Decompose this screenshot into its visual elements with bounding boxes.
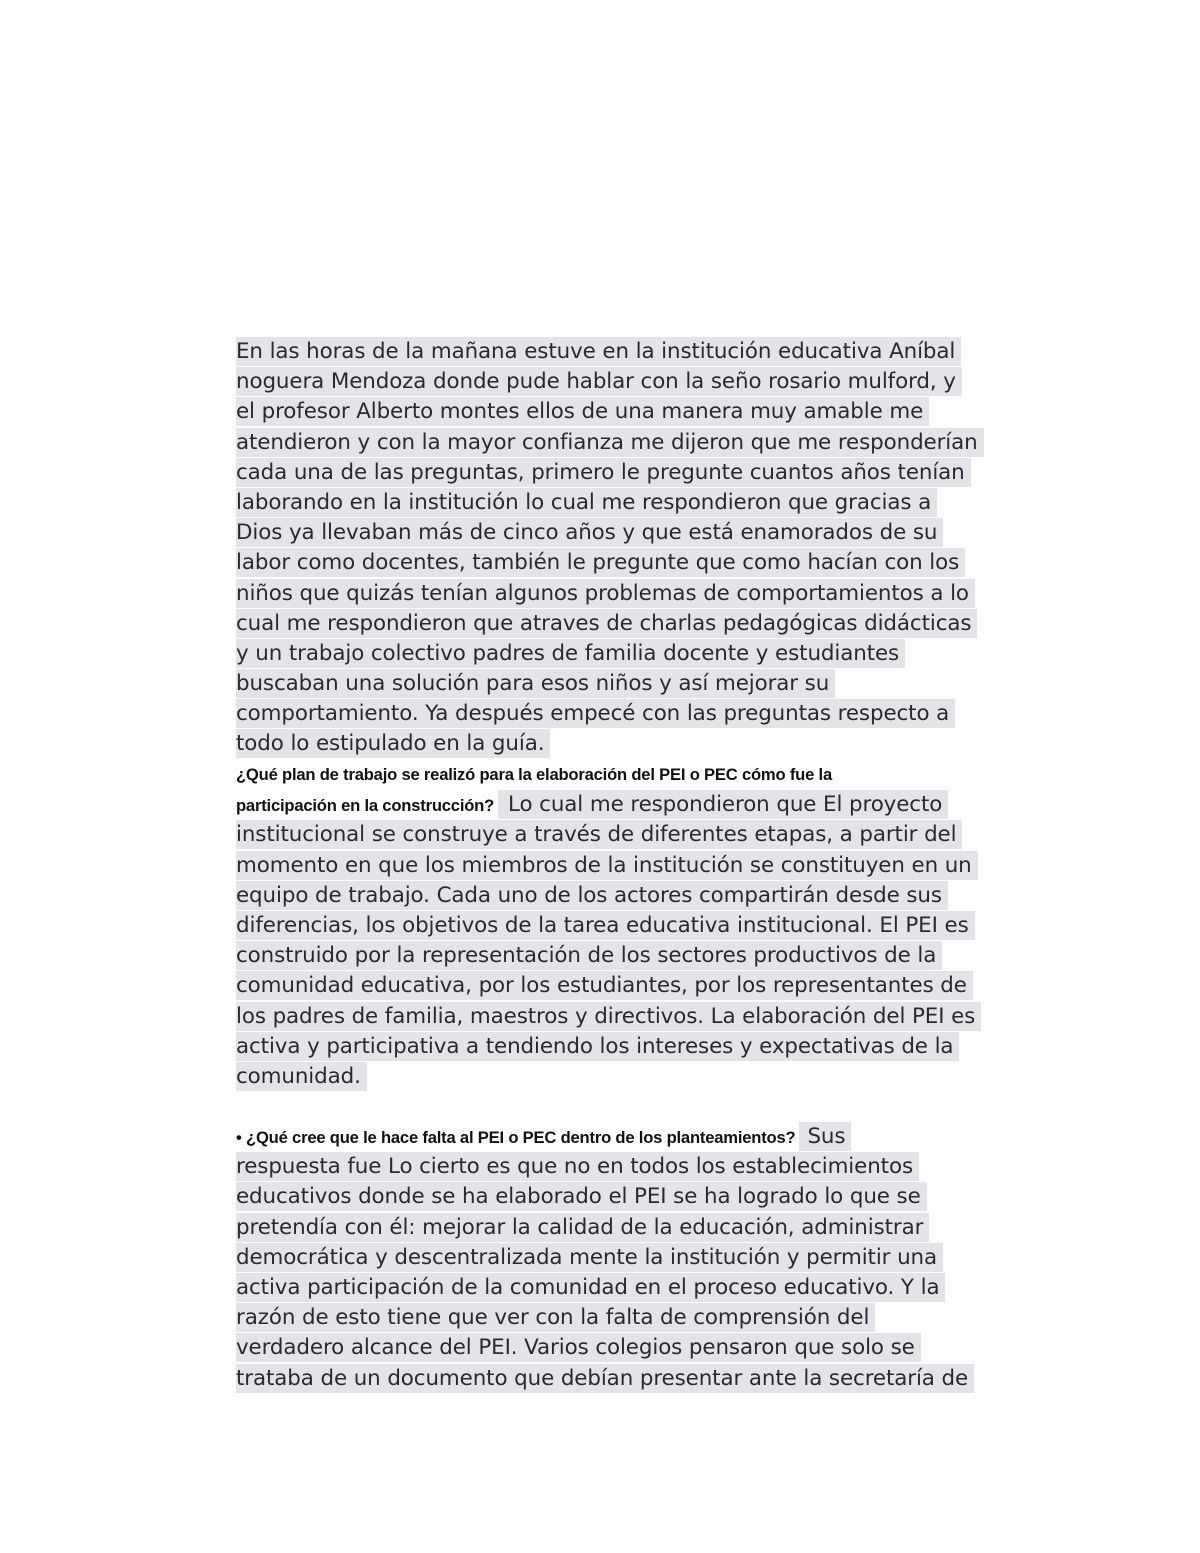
- text-line-content: comunidad.: [236, 1062, 367, 1091]
- text-line-content: democrática y descentralizada mente la institución y permitir una: [236, 1243, 943, 1272]
- text-line-content: equipo de trabajo. Cada uno de los actores compartirán desde sus: [236, 881, 948, 910]
- text-line: [236, 941, 1056, 971]
- intro-paragraph: [236, 337, 1056, 760]
- text-line-content: verdadero alcance del PEI. Varios colegios pensaron que solo se: [236, 1333, 921, 1362]
- text-line-content: educativos donde se ha elaborado el PEI se ha logrado lo que se: [236, 1182, 927, 1211]
- text-line-content: trataba de un documento que debían presentar ante la secretaría de: [236, 1364, 974, 1393]
- text-line: [236, 367, 1056, 397]
- text-line: [236, 1122, 1056, 1152]
- text-line: [236, 1333, 1056, 1363]
- text-line-content: razón de esto tiene que ver con la falta de comprensión del: [236, 1303, 875, 1332]
- text-line: [236, 639, 1056, 669]
- text-line: [236, 1062, 1056, 1092]
- text-line: [236, 820, 1056, 850]
- answer-one-start: Lo cual me respondieron que El proyecto: [498, 790, 948, 819]
- text-line: [236, 1152, 1056, 1182]
- text-line-content: activa participación de la comunidad en el proceso educativo. Y la: [236, 1273, 945, 1302]
- text-line: [236, 1213, 1056, 1243]
- text-line: [236, 1032, 1056, 1062]
- text-line-content: Dios ya llevaban más de cinco años y que está enamorados de su: [236, 518, 943, 547]
- text-line-content: construido por la representación de los sectores productivos de la: [236, 941, 942, 970]
- text-line-content: los padres de familia, maestros y directivos. La elaboración del PEI es: [236, 1002, 981, 1031]
- text-line: [236, 971, 1056, 1001]
- text-line-content: niños que quizás tenían algunos problemas de comportamientos a lo: [236, 579, 975, 608]
- text-line: [236, 790, 1056, 820]
- question-one-section: [236, 760, 1056, 1092]
- text-line-content: noguera Mendoza donde pude hablar con la seño rosario mulford, y: [236, 367, 962, 396]
- text-line: [236, 397, 1056, 427]
- text-line: [236, 1364, 1056, 1394]
- text-line-content: todo lo estipulado en la guía.: [236, 729, 550, 758]
- text-line-content: laborando en la institución lo cual me respondieron que gracias a: [236, 488, 937, 517]
- question-one-text-end: participación en la construcción?: [236, 796, 495, 816]
- question-one-line: [236, 760, 1056, 790]
- text-line: [236, 488, 1056, 518]
- text-line: [236, 518, 1056, 548]
- question-two-section: [236, 1122, 1056, 1394]
- text-line-content: comunidad educativa, por los estudiantes, por los representantes de: [236, 971, 973, 1000]
- text-line-content: respuesta fue Lo cierto es que no en todos los establecimientos: [236, 1152, 919, 1181]
- text-line: [236, 1002, 1056, 1032]
- text-line-content: cual me respondieron que atraves de charlas pedagógicas didácticas: [236, 609, 977, 638]
- text-line-content: atendieron y con la mayor confianza me dijeron que me responderían: [236, 428, 984, 457]
- text-line-content: cada una de las preguntas, primero le pregunte cuantos años tenían: [236, 458, 971, 487]
- text-line-content: labor como docentes, también le pregunte que como hacían con los: [236, 548, 965, 577]
- text-line-content: momento en que los miembros de la institución se constituyen en un: [236, 851, 978, 880]
- text-line: [236, 609, 1056, 639]
- text-line-content: y un trabajo colectivo padres de familia docente y estudiantes: [236, 639, 905, 668]
- text-line-content: comportamiento. Ya después empecé con las preguntas respecto a: [236, 699, 955, 728]
- text-line: [236, 881, 1056, 911]
- text-line: [236, 458, 1056, 488]
- text-line: [236, 699, 1056, 729]
- question-two-text: • ¿Qué cree que le hace falta al PEI o PEC dentro de los planteamientos?: [236, 1128, 796, 1147]
- text-line-content: En las horas de la mañana estuve en la institución educativa Aníbal: [236, 337, 961, 366]
- text-line-content: pretendía con él: mejorar la calidad de la educación, administrar: [236, 1213, 929, 1242]
- text-line: [236, 1243, 1056, 1273]
- text-line: [236, 1303, 1056, 1333]
- text-line-content: activa y participativa a tendiendo los intereses y expectativas de la: [236, 1032, 959, 1061]
- text-line: [236, 729, 1056, 759]
- text-line: [236, 669, 1056, 699]
- text-line: [236, 911, 1056, 941]
- text-line: [236, 548, 1056, 578]
- text-line: [236, 579, 1056, 609]
- text-line: [236, 1273, 1056, 1303]
- question-one-text: ¿Qué plan de trabajo se realizó para la elaboración del PEI o PEC cómo fue la: [236, 765, 832, 784]
- text-line: [236, 851, 1056, 881]
- answer-two-start: Sus: [799, 1122, 851, 1151]
- text-line-content: el profesor Alberto montes ellos de una manera muy amable me: [236, 397, 929, 426]
- text-line: [236, 337, 1056, 367]
- text-line: [236, 428, 1056, 458]
- text-line: [236, 1182, 1056, 1212]
- text-line-content: diferencias, los objetivos de la tarea educativa institucional. El PEI es: [236, 911, 975, 940]
- text-line-content: institucional se construye a través de diferentes etapas, a partir del: [236, 820, 962, 849]
- text-line-content: buscaban una solución para esos niños y así mejorar su: [236, 669, 835, 698]
